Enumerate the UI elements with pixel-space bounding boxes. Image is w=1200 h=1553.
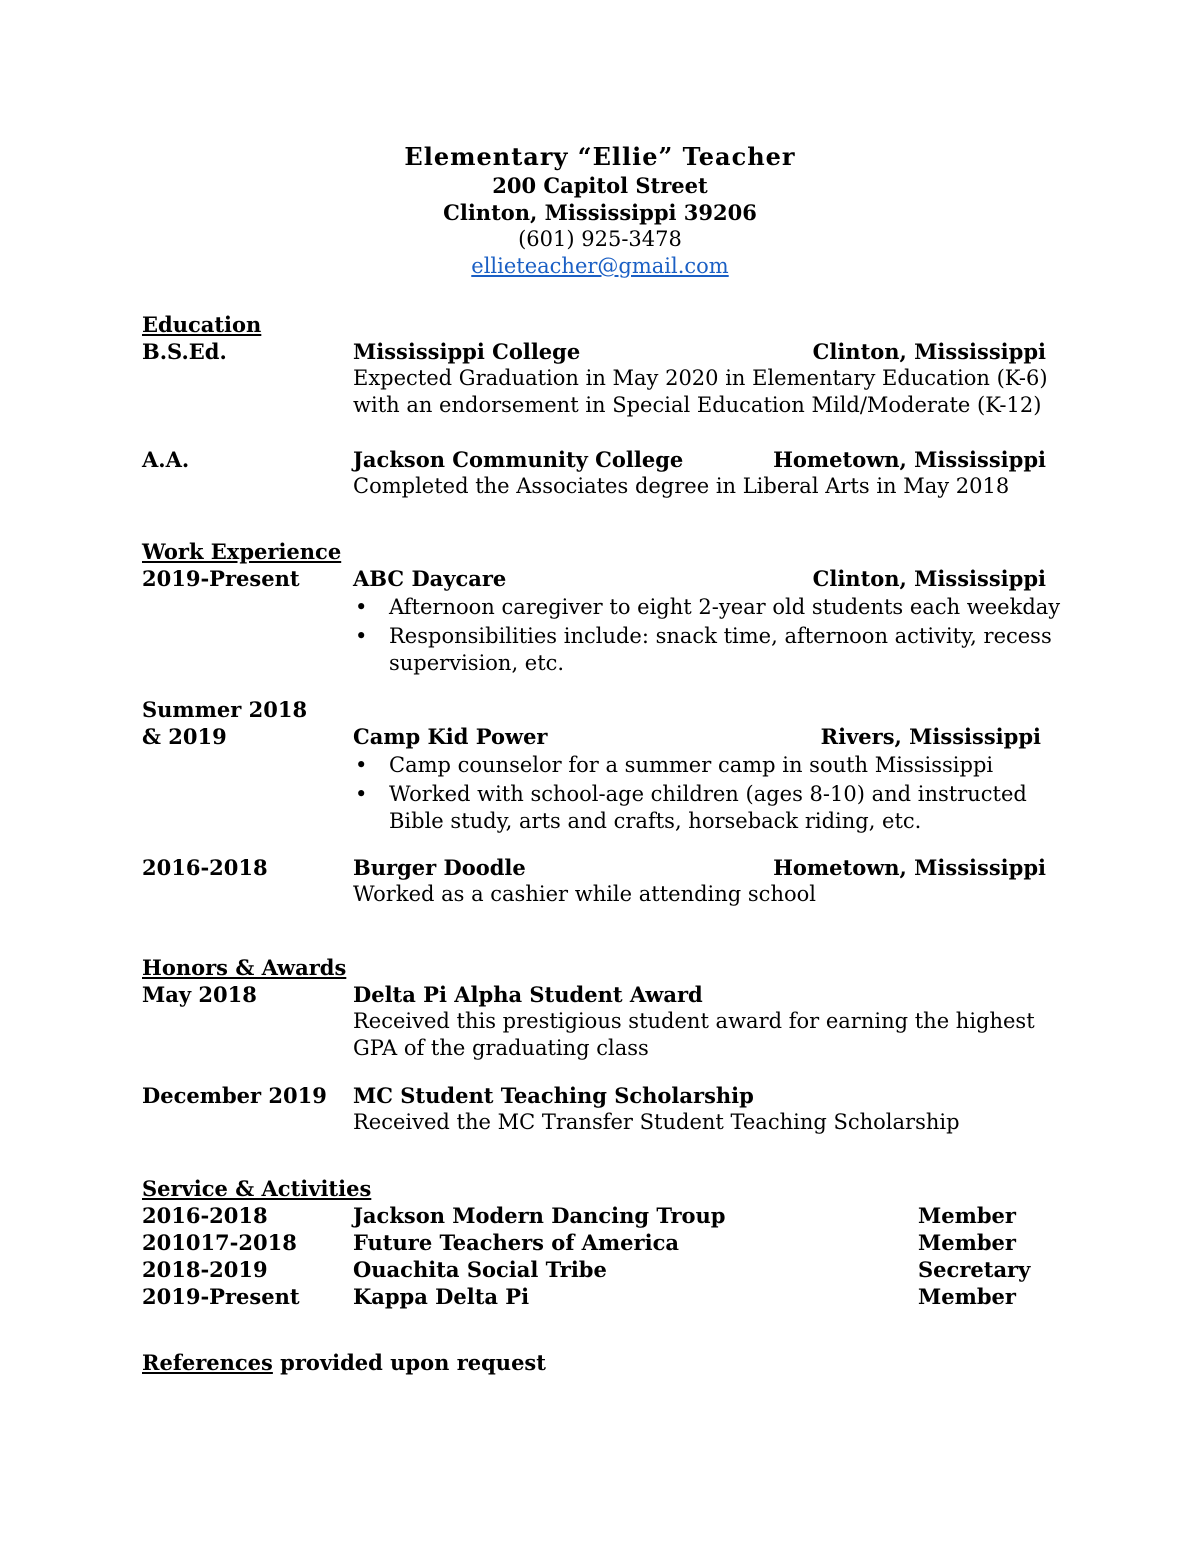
education-degree: A.A. [142, 447, 190, 472]
phone-number: (601) 925-3478 [518, 227, 682, 251]
bullet-icon: • [355, 753, 368, 777]
references-text: provided upon request [272, 1350, 546, 1375]
service-role: Member [918, 1203, 1016, 1228]
work-employer: Burger Doodle [353, 855, 526, 880]
references-label: References [142, 1350, 273, 1375]
education-detail: Completed the Associates degree in Liberal Arts in May 2018 [353, 474, 1010, 498]
email-line [0, 253, 1200, 280]
bullet-text: Responsibilities include: snack time, afternoon activity, recess [389, 624, 1052, 648]
service-organization: Ouachita Social Tribe [353, 1257, 607, 1282]
service-date: 2016-2018 [142, 1203, 268, 1228]
honor-title: MC Student Teaching Scholarship [353, 1083, 754, 1108]
education-location: Clinton, Mississippi [812, 339, 1046, 364]
service-date: 201017-2018 [142, 1230, 297, 1255]
service-role: Member [918, 1230, 1016, 1255]
honor-date: December 2019 [142, 1083, 327, 1108]
honor-detail: Received this prestigious student award for earning the highest [353, 1009, 1035, 1033]
work-location: Hometown, Mississippi [773, 855, 1046, 880]
bullet-text-continued: Bible study, arts and crafts, horseback riding, etc. [389, 809, 922, 833]
education-detail: with an endorsement in Special Education Mild/Moderate (K-12) [353, 393, 1042, 417]
email-link[interactable]: ellieteacher@gmail.com [471, 254, 729, 278]
honor-detail: GPA of the graduating class [353, 1036, 649, 1060]
work-heading: Work Experience [142, 539, 342, 564]
work-date: 2016-2018 [142, 855, 268, 880]
honors-heading: Honors & Awards [142, 955, 347, 980]
education-heading: Education [142, 312, 262, 337]
work-location: Clinton, Mississippi [812, 566, 1046, 591]
service-role: Member [918, 1284, 1016, 1309]
street-address: 200 Capitol Street [492, 173, 708, 198]
education-school: Mississippi College [353, 339, 581, 364]
service-organization: Jackson Modern Dancing Troup [353, 1203, 726, 1228]
honor-title: Delta Pi Alpha Student Award [353, 982, 703, 1007]
candidate-name: Elementary “Ellie” Teacher [404, 142, 796, 171]
service-heading: Service & Activities [142, 1176, 372, 1201]
education-school: Jackson Community College [353, 447, 684, 472]
bullet-text: Afternoon caregiver to eight 2-year old students each weekday [389, 595, 1061, 619]
references-line [142, 1349, 546, 1376]
honor-detail: Received the MC Transfer Student Teaching Scholarship [353, 1110, 960, 1134]
work-employer: ABC Daycare [353, 566, 507, 591]
service-role: Secretary [918, 1257, 1031, 1282]
work-date: 2019-Present [142, 566, 300, 591]
bullet-text: Worked with school-age children (ages 8-10) and instructed [389, 782, 1027, 806]
service-organization: Future Teachers of America [353, 1230, 679, 1255]
work-date: Summer 2018 [142, 697, 308, 722]
work-location: Rivers, Mississippi [820, 724, 1041, 749]
bullet-text: Camp counselor for a summer camp in south Mississippi [389, 753, 994, 777]
bullet-icon: • [355, 782, 368, 806]
service-organization: Kappa Delta Pi [353, 1284, 530, 1309]
education-degree: B.S.Ed. [142, 339, 227, 364]
work-employer: Camp Kid Power [353, 724, 548, 749]
bullet-icon: • [355, 624, 368, 648]
education-detail: Expected Graduation in May 2020 in Elementary Education (K-6) [353, 366, 1048, 390]
bullet-icon: • [355, 595, 368, 619]
education-location: Hometown, Mississippi [773, 447, 1046, 472]
bullet-text-continued: supervision, etc. [389, 651, 565, 675]
work-description: Worked as a cashier while attending school [353, 882, 816, 906]
city-state-zip: Clinton, Mississippi 39206 [443, 200, 757, 225]
work-date: & 2019 [142, 724, 227, 749]
service-date: 2018-2019 [142, 1257, 268, 1282]
service-date: 2019-Present [142, 1284, 300, 1309]
honor-date: May 2018 [142, 982, 257, 1007]
